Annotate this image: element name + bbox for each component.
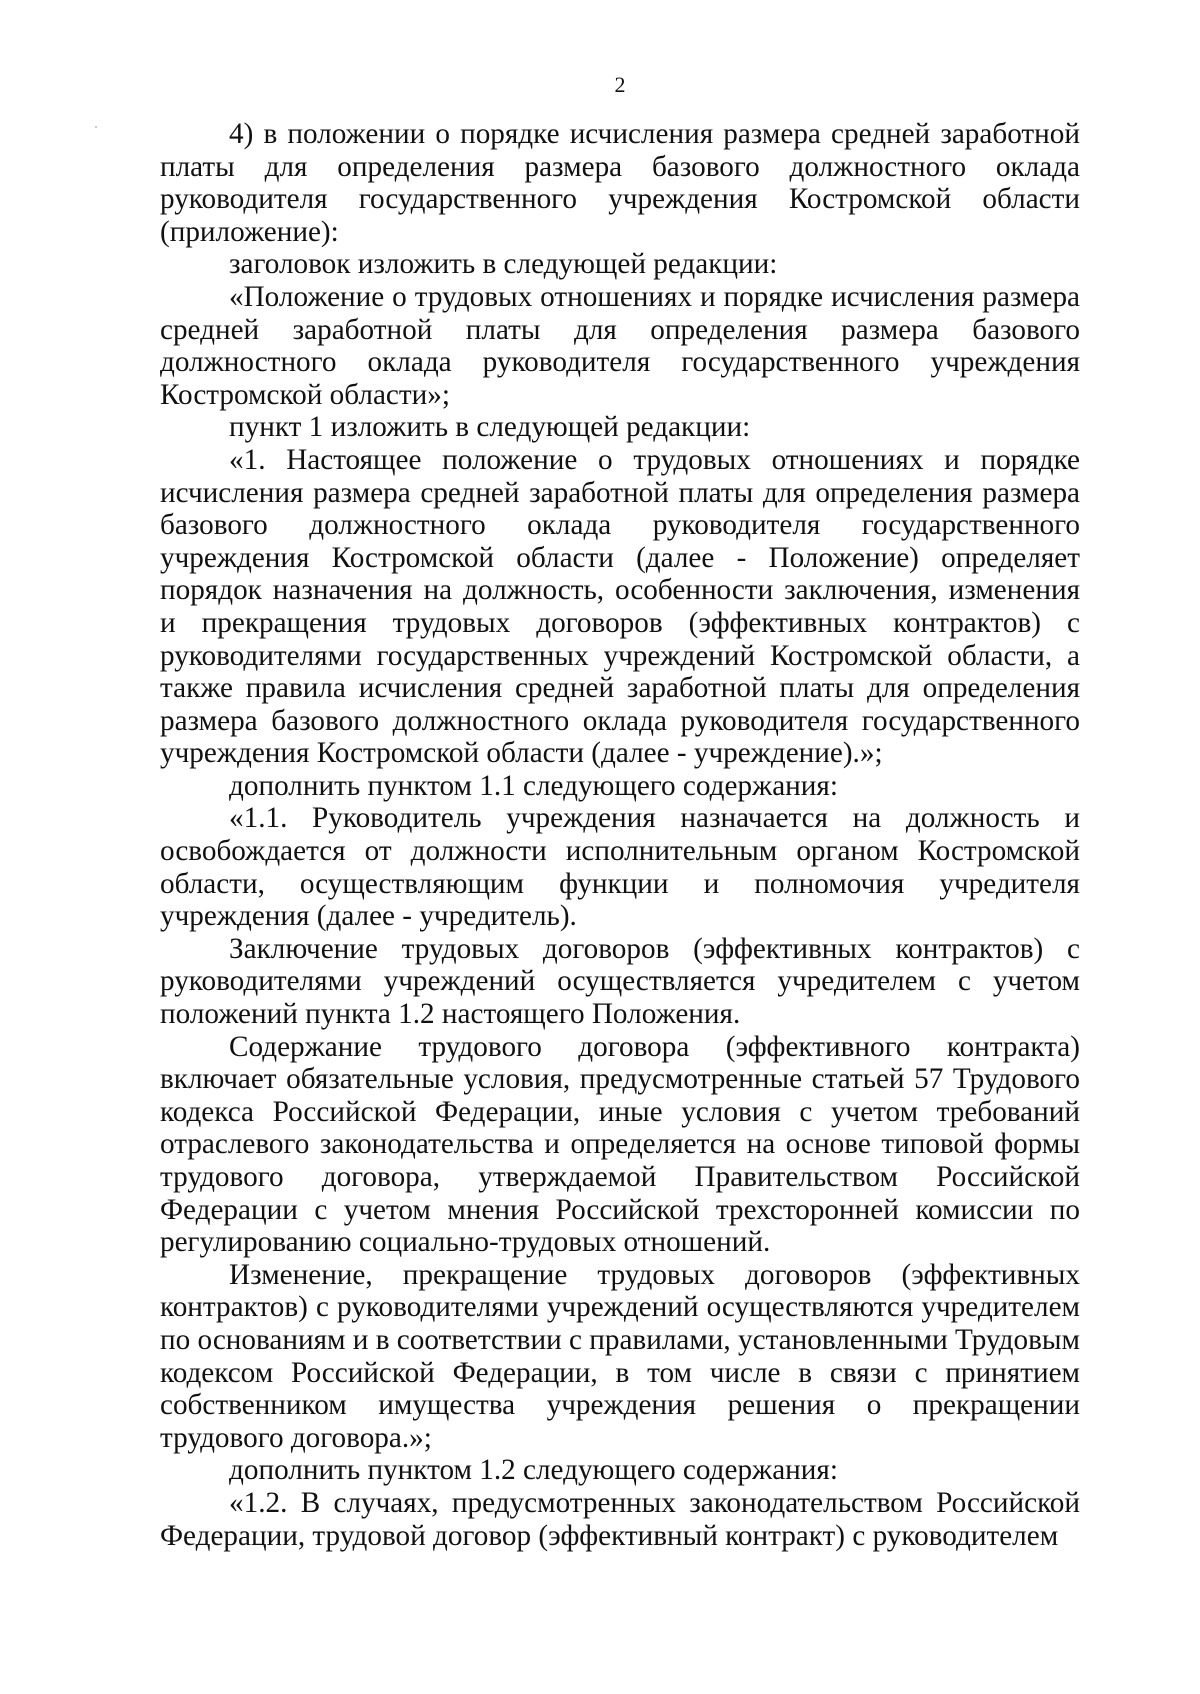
page-number: 2 [614,72,626,97]
scan-speck [95,126,97,128]
document-body [160,118,1080,1552]
paragraph-point-1-text: «1. Настоящее положение о трудовых отношениях и порядке исчисления размера средней заработной платы для определения размера базового должностного оклада руководителя государственного учреждения Костромской области (далее - Положение) определяет порядок назначения на должность, особенности заключения, изменения и прекращения трудовых договоров (эффективных контрактов) с руководителями государственных учреждений Костромской области, а также правила исчисления средней заработной платы для определения размера базового должностного оклада руководителя государственного учреждения Костромской области (далее - учреждение).»; [160,443,1080,770]
paragraph-new-title: «Положение о трудовых отношениях и порядке исчисления размера средней заработной платы для определения размера базового должностного оклада руководителя государственного учреждения Костромской области»; [160,280,1080,411]
paragraph-title-instruction: заголовок изложить в следующей редакции: [229,248,778,281]
paragraph-point-1-1-text: «1.1. Руководитель учреждения назначается на должность и освобождается от должности исполнительным органом Костромской области, осуществляющим функции и полномочия учредителя учреждения (далее - учредитель). [160,802,1080,933]
paragraph-point-1-instruction: пункт 1 изложить в следующей редакции: [229,411,751,444]
paragraph-point-1-1-instruction: дополнить пунктом 1.1 следующего содержания: [229,769,838,802]
paragraph-point-1-2-text: «1.2. В случаях, предусмотренных законодательством Российской Федерации, трудовой договор (эффективный контракт) с руководителем [160,1486,1080,1552]
paragraph-item-4-intro: 4) в положении о порядке исчисления размера средней заработной платы для определения размера базового должностного оклада руководителя государственного учреждения Костромской области (приложение): [160,118,1080,248]
paragraph-contract-content: Содержание трудового договора (эффективного контракта) включает обязательные условия, предусмотренные статьей 57 Трудового кодекса Российской Федерации, иные условия с учетом требований отраслевого законодательства и определяется на основе типовой формы трудового договора, утверждаемой Правительством Российской Федерации с учетом мнения Российской трехсторонней комиссии по регулированию социально-трудовых отношений. [160,1030,1080,1259]
paragraph-point-1-2-instruction: дополнить пунктом 1.2 следующего содержания: [229,1454,838,1487]
paragraph-contract-termination: Изменение, прекращение трудовых договоров (эффективных контрактов) с руководителями учреждений осуществляются учредителем по основаниям и в соответствии с правилами, установленными Трудовым кодексом Российской Федерации, в том числе в связи с принятием собственником имущества учреждения решения о прекращении трудового договора.»; [160,1258,1080,1454]
paragraph-contracts-conclusion: Заключение трудовых договоров (эффективных контрактов) с руководителями учреждений осуществляется учредителем с учетом положений пункта 1.2 настоящего Положения. [160,932,1080,1031]
